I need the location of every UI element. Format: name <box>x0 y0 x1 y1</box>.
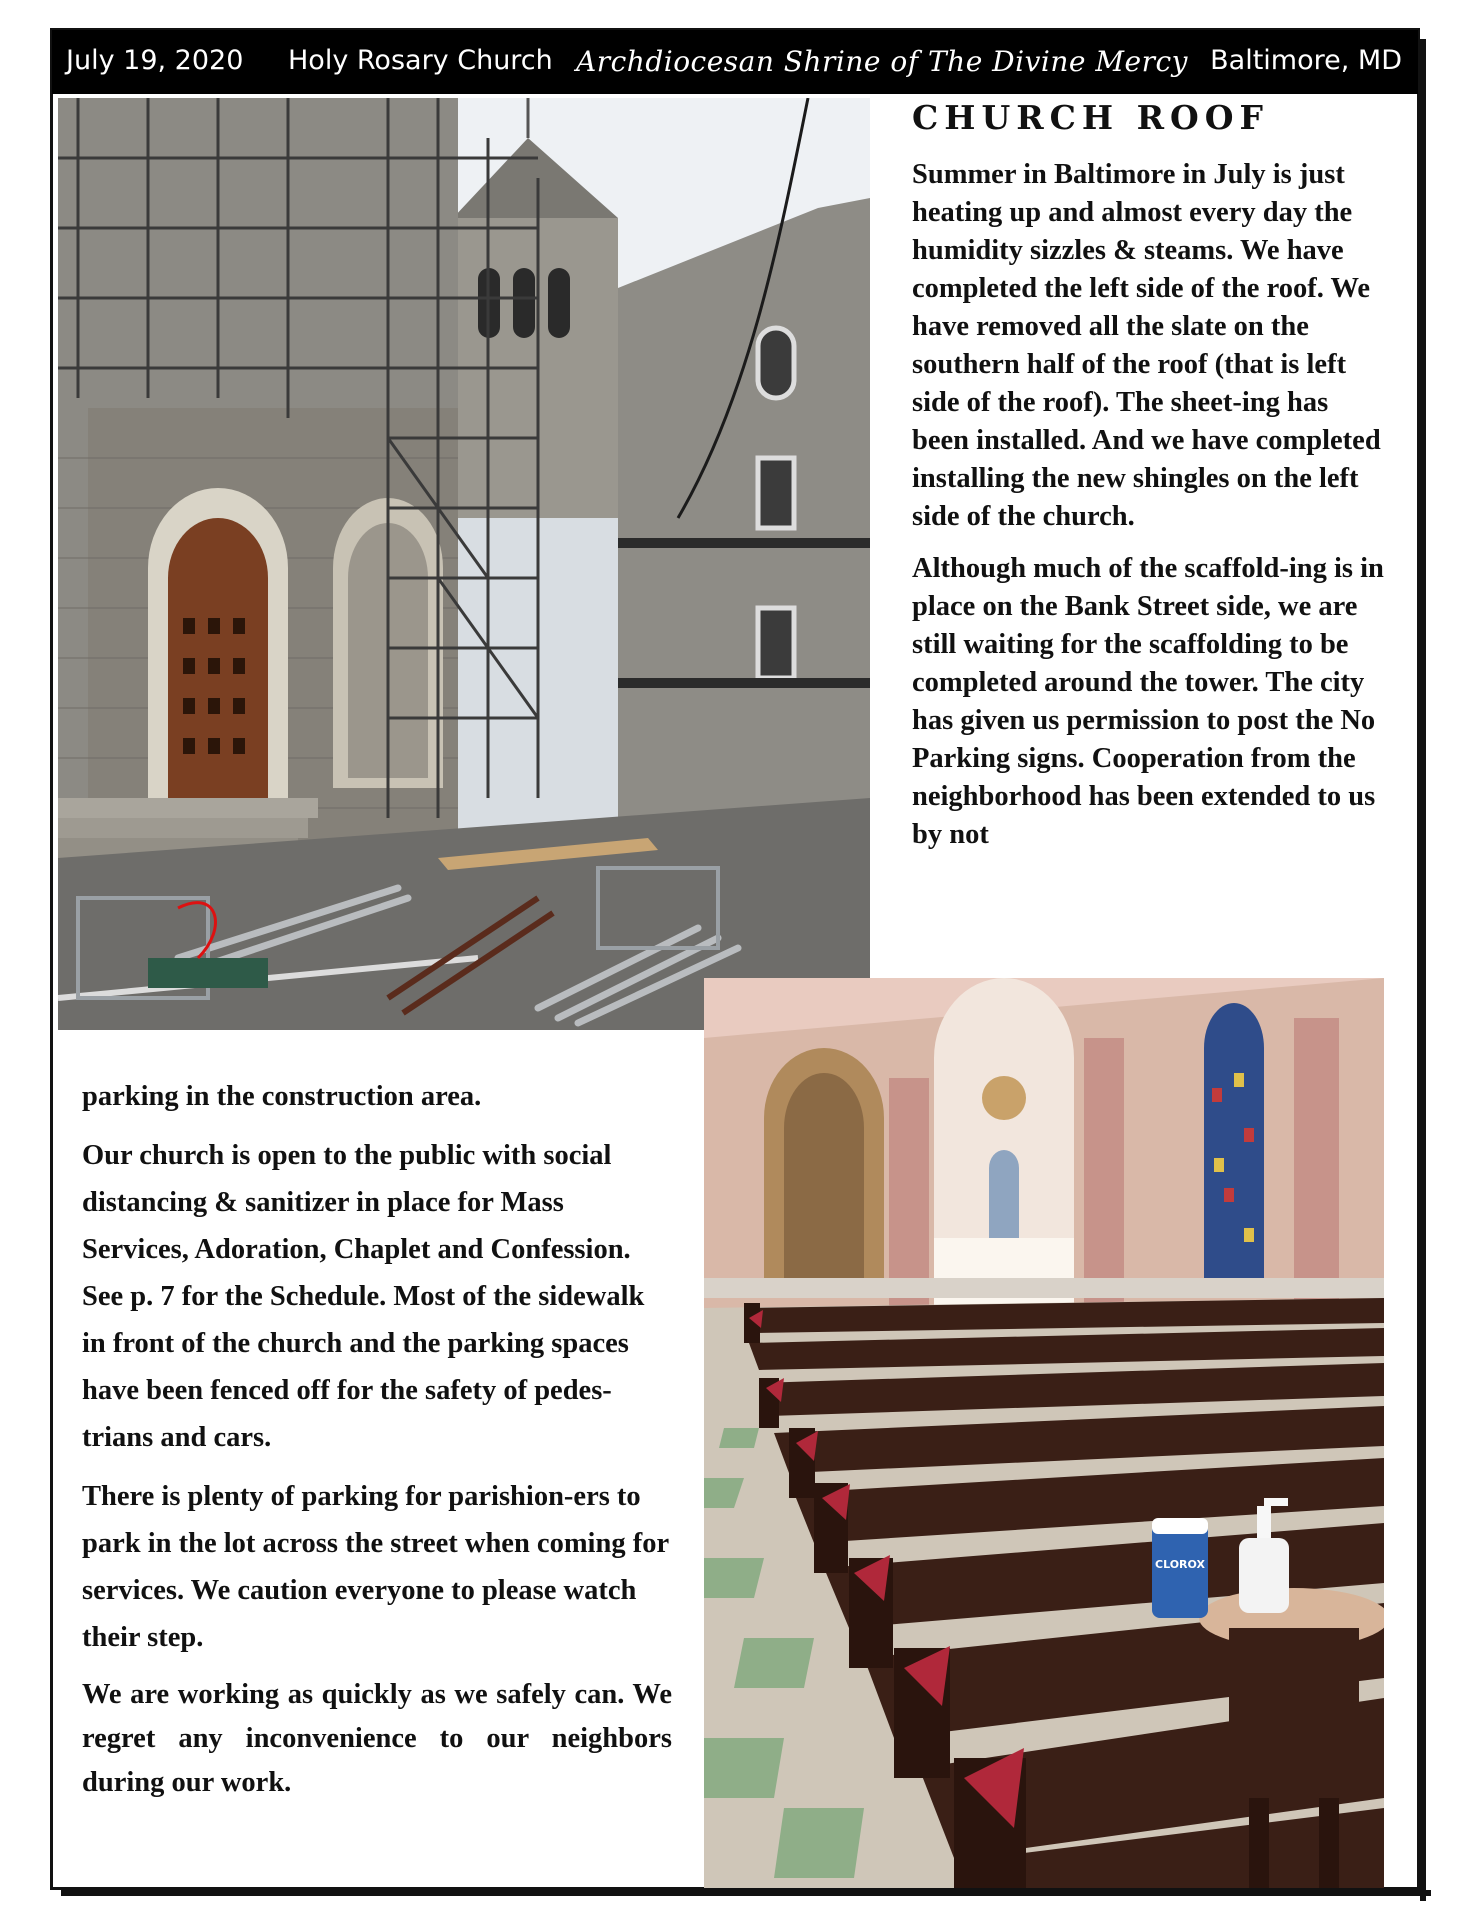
header-location: Baltimore, MD <box>1210 45 1402 76</box>
header-date: July 19, 2020 <box>66 45 244 76</box>
bulletin-header <box>52 30 1418 94</box>
header-shrine-name: Archdiocesan Shrine of The Divine Mercy <box>576 45 1188 78</box>
left-paragraph-2: Our church is open to the public with social distancing & sanitizer in place for Mass Services, Adoration, Chaplet and Confession. See p. 7 for the Schedule. Most of the sidewalk in front of the church and the parking spaces have been fenced off for the safety of pedes-trians and cars. <box>82 1140 645 1453</box>
church-exterior-scaffolding-photo <box>58 98 870 1030</box>
wipes-label: CLOROX <box>1155 1558 1205 1571</box>
left-paragraph-4: We are working as quickly as we safely can. We regret any inconvenience to our neighbors during our work. <box>82 1679 672 1798</box>
right-paragraph-1: Summer in Baltimore in July is just heating up and almost every day the humidity sizzles & steams. We have completed the left side of the roof. We have removed all the slate on the southern half of the roof (that is left side of the roof). The sheet-ing has been installed. And we have completed installing the new shingles on the left side of the church. <box>912 159 1381 532</box>
left-paragraph-1: parking in the construction area. <box>82 1081 482 1112</box>
article-title: CHURCH ROOF <box>912 98 1269 137</box>
right-paragraph-2: Although much of the scaffold-ing is in place on the Bank Street side, we are still waiting for the scaffolding to be completed around the tower. The city has given us permission to post the No Parking signs. Cooperation from the neighborhood has been extended to us by not <box>912 553 1384 850</box>
left-paragraph-3: There is plenty of parking for parishion-ers to park in the lot across the street when coming for services. We caution everyone to please watch their step. <box>82 1481 669 1653</box>
church-interior-pews-photo <box>704 978 1384 1888</box>
article-right-column <box>912 156 1387 868</box>
header-church-name: Holy Rosary Church <box>288 45 553 76</box>
article-left-column <box>82 1073 672 1817</box>
